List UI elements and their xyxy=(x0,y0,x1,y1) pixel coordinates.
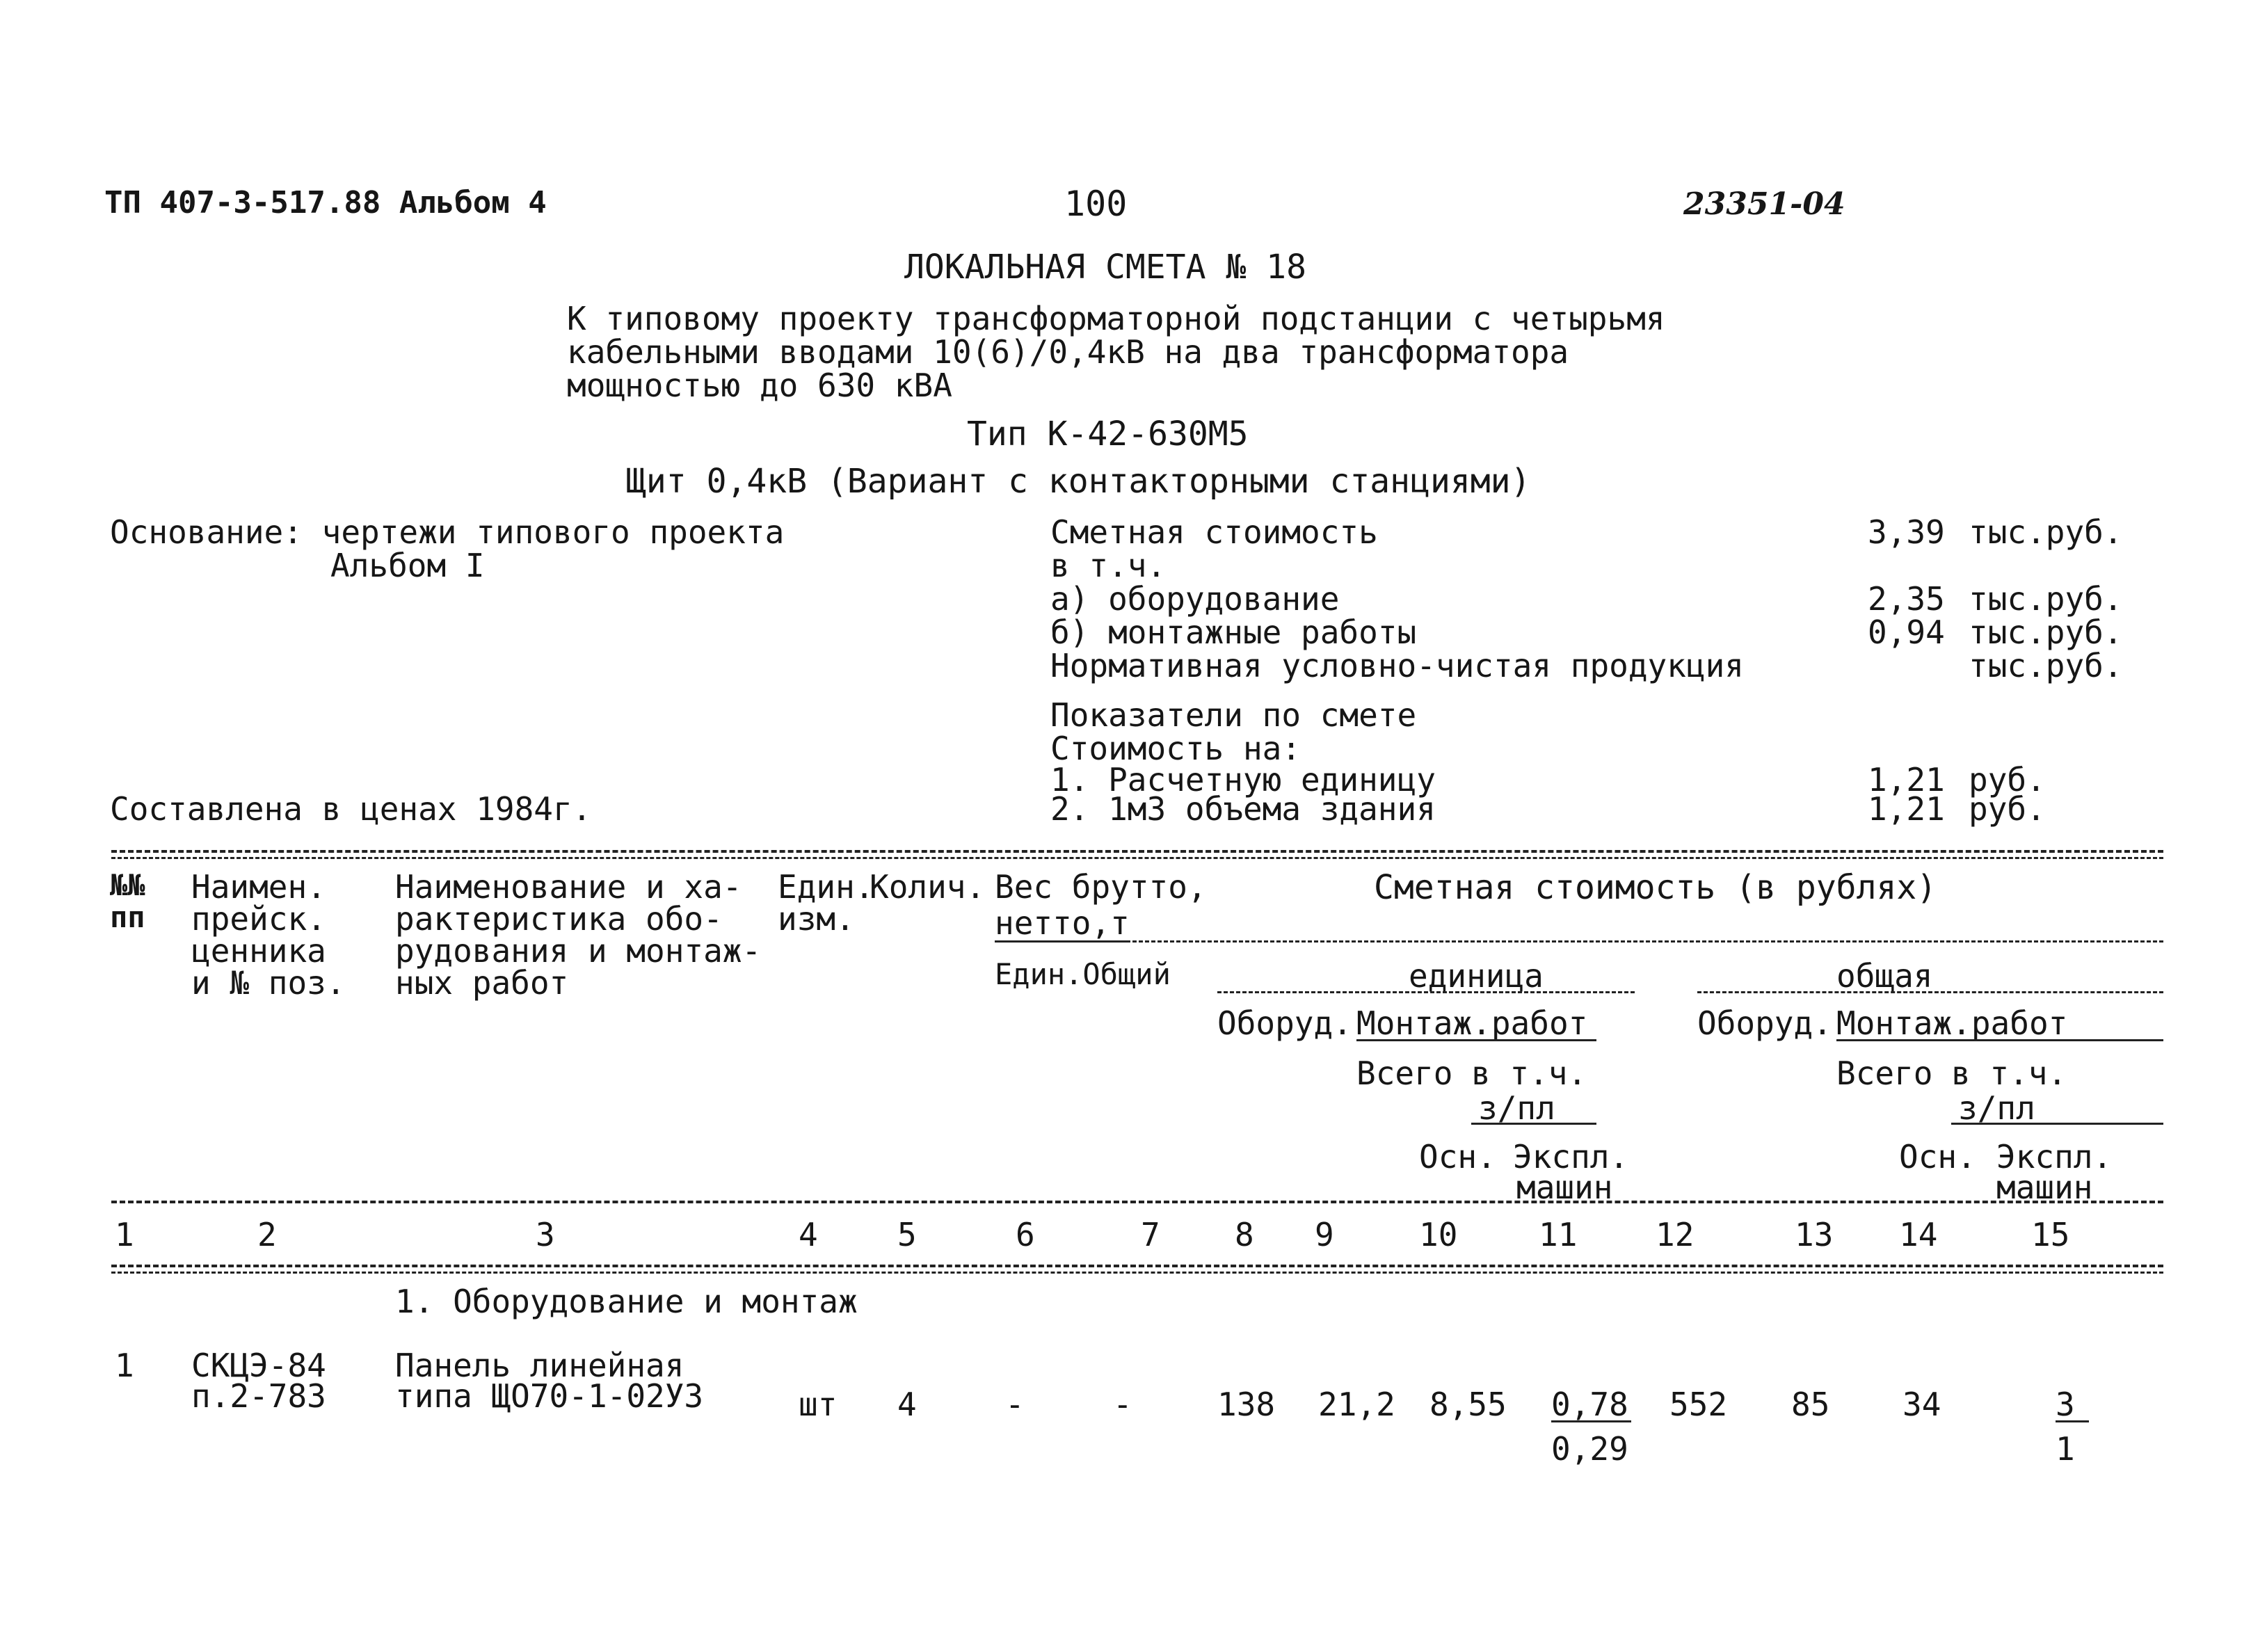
column-numbers-top-rule xyxy=(111,1201,2163,1203)
row-name-1: Панель линейная xyxy=(395,1347,684,1384)
indicator-volume-unit: руб. xyxy=(1969,790,2046,828)
estimate-title: ЛОКАЛЬНАЯ СМЕТА № 18 xyxy=(904,248,1306,287)
row-osn-total: 34 xyxy=(1902,1386,1941,1423)
row-price-ref-2: п.2-783 xyxy=(191,1377,326,1415)
cost-for-label: Стоимость на: xyxy=(1050,730,1301,767)
table-top-rule xyxy=(111,850,2163,859)
equipment-label: а) оборудование xyxy=(1050,580,1340,618)
colnum-2: 2 xyxy=(257,1216,277,1253)
colnum-11: 11 xyxy=(1539,1216,1578,1253)
subtitle-line-2: кабельными вводами 10(6)/0,4кВ на два трансформатора xyxy=(567,333,1569,371)
total-vtch-h: в т.ч. xyxy=(1951,1054,2067,1092)
row-expl-unit: 0,78 xyxy=(1551,1386,1628,1423)
col-price-h2: прейск. xyxy=(191,900,326,938)
col-weight-netto: нетто,т xyxy=(995,904,1130,942)
unit-vtch-h: в т.ч. xyxy=(1471,1054,1587,1092)
section-title: 1. Оборудование и монтаж xyxy=(395,1283,858,1320)
cost-label: Сметная стоимость xyxy=(1050,513,1378,551)
unit-equip-h: Оборуд. xyxy=(1217,1004,1352,1042)
total-zpl-h: з/пл xyxy=(1958,1089,2035,1127)
smeta-header: Сметная стоимость (в рублях) xyxy=(1374,868,1937,907)
row-unit: шт xyxy=(799,1386,838,1423)
colnum-4: 4 xyxy=(799,1216,818,1253)
panel-title: Щит 0,4кВ (Вариант с контакторными станциями) xyxy=(626,462,1531,501)
row-osn-unit: 8,55 xyxy=(1429,1386,1507,1423)
handwritten-id: 23351-04 xyxy=(1683,186,1845,222)
basis-line-1: Основание: чертежи типового проекта xyxy=(110,513,785,551)
unit-expl-h: Экспл. xyxy=(1513,1138,1629,1176)
total-group-h: общая xyxy=(1836,957,1933,995)
unit-group-rule xyxy=(1217,991,1635,993)
unit-zpl-h: з/пл xyxy=(1478,1089,1555,1127)
unit-zpl-underline xyxy=(1471,1123,1596,1125)
unit-vsego-h: Всего xyxy=(1356,1054,1453,1092)
document-code: ТП 407-3-517.88 Альбом 4 xyxy=(104,185,547,220)
row-expl-total-zpl: 1 xyxy=(2056,1430,2075,1468)
page-number: 100 xyxy=(1064,184,1128,224)
col-num-h2: пп xyxy=(110,900,145,934)
colnum-5: 5 xyxy=(897,1216,917,1253)
col-name-h1: Наименование и ха- xyxy=(395,868,742,906)
col-price-h4: и № поз. xyxy=(191,964,346,1002)
colnum-8: 8 xyxy=(1235,1216,1254,1253)
row-expl-unit-underline xyxy=(1551,1420,1631,1422)
colnum-6: 6 xyxy=(1016,1216,1035,1253)
total-osn-h: Осн. xyxy=(1899,1138,1976,1176)
row-mount-total: 85 xyxy=(1791,1386,1830,1423)
mounting-value: 0,94 xyxy=(1868,614,1945,651)
total-expl-h: Экспл. xyxy=(1996,1138,2113,1176)
row-qty: 4 xyxy=(897,1386,917,1423)
indicator-unit-unit: руб. xyxy=(1969,761,2046,799)
cost-unit: тыс.руб. xyxy=(1969,513,2123,551)
including-label: в т.ч. xyxy=(1050,547,1167,584)
unit-group-h: единица xyxy=(1409,957,1544,995)
unit-mount-h: Монтаж.работ xyxy=(1356,1004,1588,1042)
col-name-h4: ных работ xyxy=(395,964,569,1002)
col-weight-sub: Един.Общий xyxy=(995,957,1171,991)
row-price-ref-1: СКЦЭ-84 xyxy=(191,1347,326,1384)
subtitle-line-1: К типовому проекту трансформаторной подстанции с четырьмя xyxy=(567,300,1665,337)
total-zpl-underline xyxy=(1951,1123,2163,1125)
equipment-unit: тыс.руб. xyxy=(1969,580,2123,618)
subtitle-line-3: мощностью до 630 кВА xyxy=(567,367,952,404)
col-qty-h: Колич. xyxy=(870,868,986,906)
total-mount-underline xyxy=(1836,1039,2163,1041)
row-equip-unit: 138 xyxy=(1217,1386,1276,1423)
colnum-9: 9 xyxy=(1315,1216,1334,1253)
basis-line-2: Альбом I xyxy=(330,547,485,584)
row-mount-unit: 21,2 xyxy=(1318,1386,1395,1423)
indicator-unit-value: 1,21 xyxy=(1868,761,1945,799)
row-weight-total: - xyxy=(1113,1386,1132,1423)
unit-mount-underline xyxy=(1356,1039,1596,1041)
smeta-rule xyxy=(995,940,2163,943)
col-name-h2: рактеристика обо- xyxy=(395,900,723,938)
col-unit-h1: Един. xyxy=(778,868,874,906)
cost-value: 3,39 xyxy=(1868,513,1945,551)
mounting-label: б) монтажные работы xyxy=(1050,614,1417,651)
total-mount-h: Монтаж.работ xyxy=(1836,1004,2068,1042)
total-equip-h: Оборуд. xyxy=(1697,1004,1832,1042)
row-expl-total: 3 xyxy=(2056,1386,2075,1423)
row-equip-total: 552 xyxy=(1669,1386,1728,1423)
colnum-1: 1 xyxy=(115,1216,134,1253)
total-mashin-h: машин xyxy=(1996,1169,2093,1206)
colnum-15: 15 xyxy=(2031,1216,2070,1253)
col-name-h3: рудования и монтаж- xyxy=(395,932,762,970)
row-expl-total-underline xyxy=(2056,1420,2089,1422)
col-unit-h2: изм. xyxy=(778,900,855,938)
unit-mashin-h: машин xyxy=(1516,1169,1613,1206)
colnum-7: 7 xyxy=(1141,1216,1160,1253)
substation-type: Тип К-42-630М5 xyxy=(967,415,1249,454)
colnum-10: 10 xyxy=(1419,1216,1458,1253)
equipment-value: 2,35 xyxy=(1868,580,1945,618)
colnum-3: 3 xyxy=(536,1216,555,1253)
mounting-unit: тыс.руб. xyxy=(1969,614,2123,651)
colnum-12: 12 xyxy=(1656,1216,1695,1253)
net-production-label: Нормативная условно-чистая продукция xyxy=(1050,647,1744,684)
row-num: 1 xyxy=(115,1347,134,1384)
unit-osn-h: Осн. xyxy=(1419,1138,1496,1176)
col-weight-h: Вес брутто, xyxy=(995,868,1207,906)
indicators-title: Показатели по смете xyxy=(1050,696,1417,734)
indicator-volume-value: 1,21 xyxy=(1868,790,1945,828)
col-num-h1: №№ xyxy=(110,868,145,902)
colnum-14: 14 xyxy=(1899,1216,1938,1253)
indicator-unit-label: 1. Расчетную единицу xyxy=(1050,761,1436,799)
prices-year: Составлена в ценах 1984г. xyxy=(110,790,592,828)
col-price-h1: Наимен. xyxy=(191,868,326,906)
col-price-h3: ценника xyxy=(191,932,326,970)
total-vsego-h: Всего xyxy=(1836,1054,1933,1092)
table-body-top-rule xyxy=(111,1265,2163,1274)
colnum-13: 13 xyxy=(1795,1216,1834,1253)
row-expl-unit-zpl: 0,29 xyxy=(1551,1430,1628,1468)
net-production-unit: тыс.руб. xyxy=(1969,647,2123,684)
indicator-volume-label: 2. 1м3 объема здания xyxy=(1050,790,1436,828)
row-weight-unit: - xyxy=(1005,1386,1025,1423)
row-name-2: типа ЩО70-1-02УЗ xyxy=(395,1377,704,1415)
total-group-rule xyxy=(1697,991,2163,993)
